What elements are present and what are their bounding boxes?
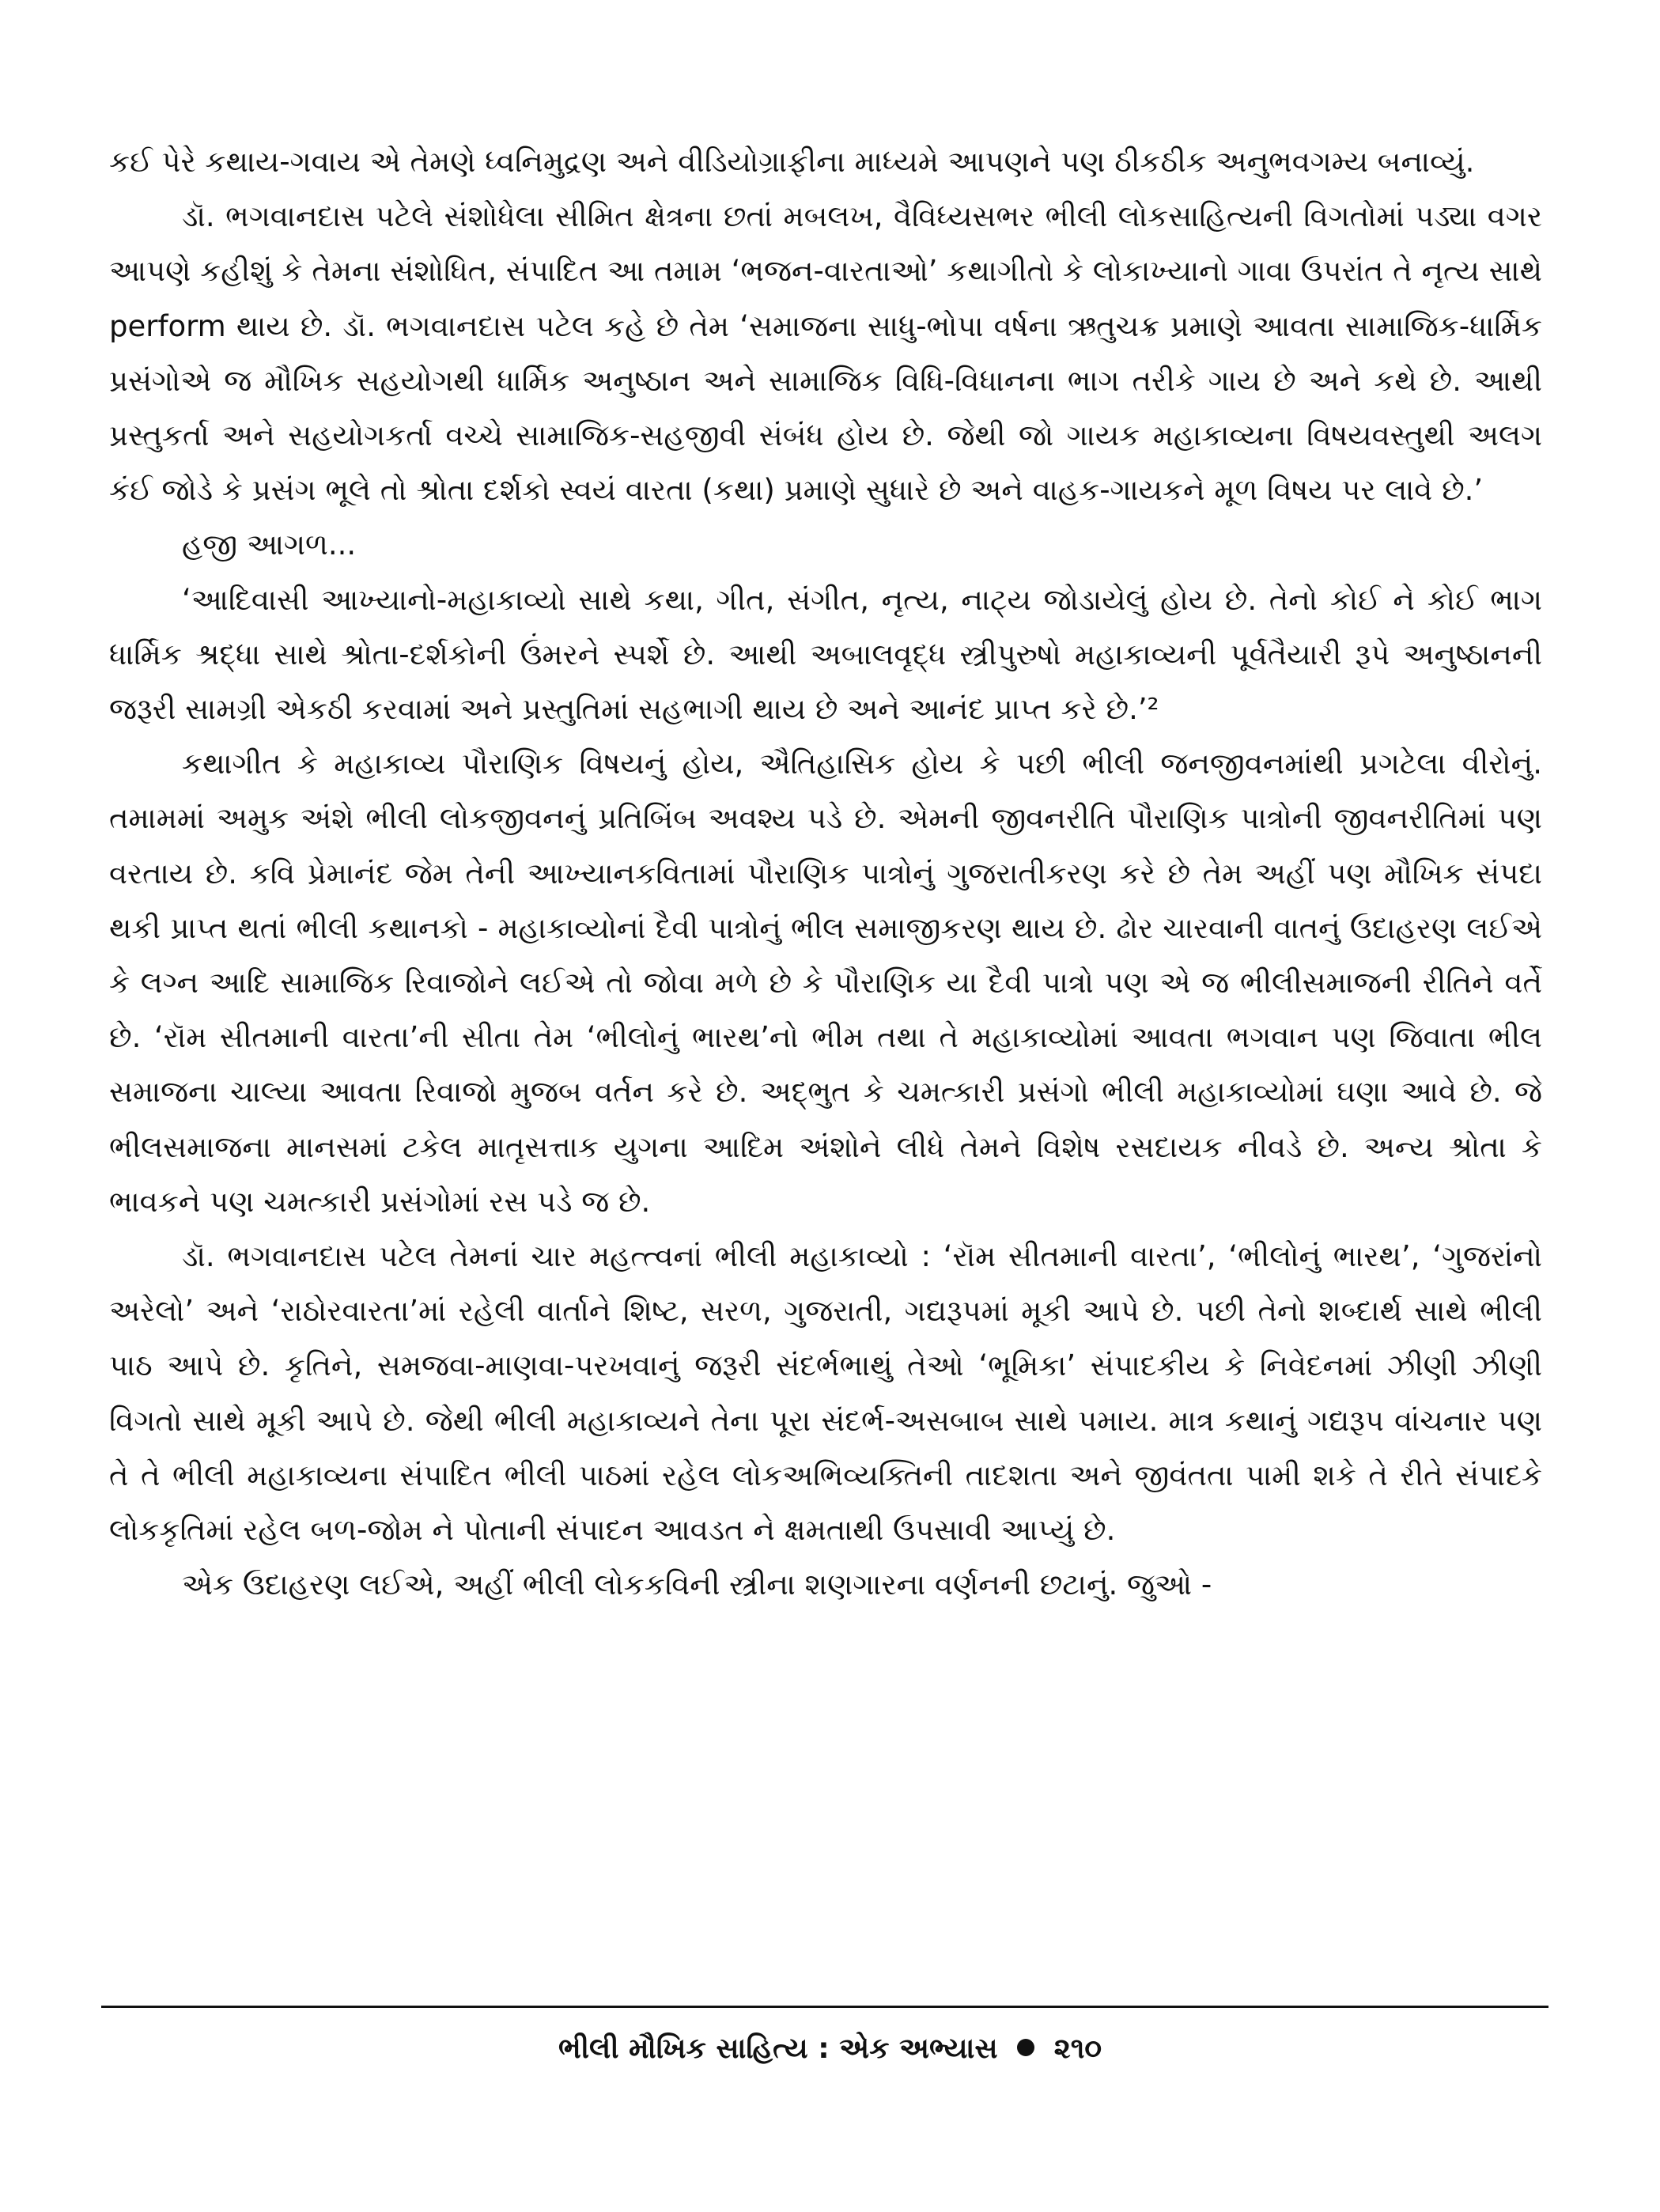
paragraph-four-epics: ડૉ. ભગવાનદાસ પટેલ તેમનાં ચાર મહત્ત્વનાં ભીલી મહાકાવ્યો : ‘રૉમ સીતમાની વારતા’, ‘ભીલોનું ભારથ’, ‘ગુજરાંનો અરેલો’ અને ‘રાઠોરવારતા’માં રહેલી વાર્તાને શિષ્ટ, સરળ, ગુજરાતી, ગદ્યરૂપમાં મૂકી આપે છે. પછી તેનો શબ્દાર્થ સાથે ભીલી પાઠ આપે છે. કૃતિને, સમજવા-માણવા-પરખવાનું જરૂરી સંદર્ભભાથું તેઓ ‘ભૂમિકા’ સંપાદકીય કે નિવેદનમાં ઝીણી ઝીણી વિગતો સાથે મૂકી આપે છે. જેથી ભીલી મહાકાવ્યને તેના પૂરા સંદર્ભ-અસબાબ સાથે પમાય. માત્ર કથાનું ગદ્યરૂપ વાંચનાર પણ તે તે ભીલી મહાકાવ્યના સંપાદિત ભીલી પાઠમાં રહેલ લોકઅભિવ્યક્તિની તાદશતા અને જીવંતતા પામી શકે તે રીતે સંપાદકે લોકકૃતિમાં રહેલ બળ-જોમ ને પોતાની સંપાદન આવડત ને ક્ષમતાથી ઉપસાવી આપ્યું છે.	[109, 1239, 1542, 1548]
paragraph-kathageet: કથાગીત કે મહાકાવ્ય પૌરાણિક વિષયનું હોય, ઐતિહાસિક હોય કે પછી ભીલી જનજીવનમાંથી પ્રગટેલા વીરોનું. તમામમાં અમુક અંશે ભીલી લોકજીવનનું પ્રતિબિંબ અવશ્ય પડે છે. એમની જીવનરીતિ પૌરાણિક પાત્રોની જીવનરીતિમાં પણ વરતાય છે. કવિ પ્રેમાનંદ જેમ તેની આખ્યાનકવિતામાં પૌરાણિક પાત્રોનું ગુજરાતીકરણ કરે છે તેમ અહીં પણ મૌખિક સંપદા થકી પ્રાપ્ત થતાં ભીલી કથાનકો - મહાકાવ્યોનાં દૈવી પાત્રોનું ભીલ સમાજીકરણ થાય છે. ઢોર ચારવાની વાતનું ઉદાહરણ લઈએ કે લગ્ન આદિ સામાજિક રિવાજોને લઈએ તો જોવા મળે છે કે પૌરાણિક યા દૈવી પાત્રો પણ એ જ ભીલીસમાજની રીતિને વર્તે છે. ‘રૉમ સીતમાની વારતા’ની સીતા તેમ ‘ભીલોનું ભારથ’નો ભીમ તથા તે મહાકાવ્યોમાં આવતા ભગવાન પણ જિવાતા ભીલ સમાજના ચાલ્યા આવતા રિવાજો મુજબ વર્તન કરે છે. અદ્‌ભુત કે ચમત્કારી પ્રસંગો ભીલી મહાકાવ્યોમાં ઘણા આવે છે. જે ભીલસમાજના માનસમાં ટકેલ માતૃસત્તાક યુગના આદિમ અંશોને લીધે તેમને વિશેષ રસદાયક નીવડે છે. અન્ય શ્રોતા કે ભાવકને પણ ચમત્કારી પ્રસંગોમાં રસ પડે જ છે.	[109, 747, 1542, 1219]
footer-divider	[101, 2006, 1548, 2008]
page-footer	[0, 2029, 1660, 2069]
paragraph-continuation: કઈ પેરે કથાય-ગવાય એ તેમણે ધ્વનિમુદ્રણ અને વીડિયોગ્રાફીના માધ્યમે આપણને પણ ઠીકઠીક અનુભવગમ્ય બનાવ્યું.	[109, 145, 1475, 179]
footer-page-number: ૨૧૦	[1053, 2032, 1102, 2065]
bullet-dot-icon	[1017, 2039, 1034, 2056]
paragraph-bhagvandas-patel-research: ડૉ. ભગવાનદાસ પટેલે સંશોધેલા સીમિત ક્ષેત્રના છતાં મબલખ, વૈવિધ્યસભર ભીલી લોકસાહિત્યની વિગતોમાં પડ્યા વગર આપણે કહીશું કે તેમના સંશોધિત, સંપાદિત આ તમામ ‘ભજન-વારતાઓ’ કથાગીતો કે લોકાખ્યાનો ગાવા ઉપરાંત તે નૃત્ય સાથે perform થાય છે. ડૉ. ભગવાનદાસ પટેલ કહે છે તેમ ‘સમાજના સાધુ-ભોપા વર્ષના ઋતુચક્ર પ્રમાણે આવતા સામાજિક-ધાર્મિક પ્રસંગોએ જ મૌખિક સહયોગથી ધાર્મિક અનુષ્ઠાન અને સામાજિક વિધિ-વિધાનના ભાગ તરીકે ગાય છે અને કથે છે. આથી પ્રસ્તુકર્તા અને સહયોગકર્તા વચ્ચે સામાજિક-સહજીવી સંબંધ હોય છે. જેથી જો ગાયક મહાકાવ્યના વિષયવસ્તુથી અલગ કંઈ જોડે કે પ્રસંગ ભૂલે તો શ્રોતા દર્શકો સ્વયં વારતા (કથા) પ્રમાણે સુધારે છે અને વાહક-ગાયકને મૂળ વિષય પર લાવે છે.’	[109, 199, 1542, 508]
paragraph-further: હજી આગળ...	[182, 527, 357, 562]
body-text	[109, 134, 1542, 1612]
paragraph-example: એક ઉદાહરણ લઈએ, અહીં ભીલી લોકકવિની સ્ત્રીના શણગારના વર્ણનની છટાનું. જુઓ -	[182, 1567, 1212, 1602]
footer-book-title: ભીલી મૌખિક સાહિત્ય : એક અભ્યાસ	[558, 2032, 998, 2065]
paragraph-quotation-adivasi: ‘આદિવાસી આખ્યાનો-મહાકાવ્યો સાથે કથા, ગીત, સંગીત, નૃત્ય, નાટ્ય જોડાયેલું હોય છે. તેનો કોઈ ને કોઈ ભાગ ધાર્મિક શ્રદ્ધા સાથે શ્રોતા-દર્શકોની ઉંમરને સ્પર્શે છે. આથી અબાલવૃદ્ધ સ્ત્રીપુરુષો મહાકાવ્યની પૂર્વતૈયારી રૂપે અનુષ્ઠાનની જરૂરી સામગ્રી એકઠી કરવામાં અને પ્રસ્તુતિમાં સહભાગી થાય છે અને આનંદ પ્રાપ્ત કરે છે.’²	[109, 582, 1542, 727]
